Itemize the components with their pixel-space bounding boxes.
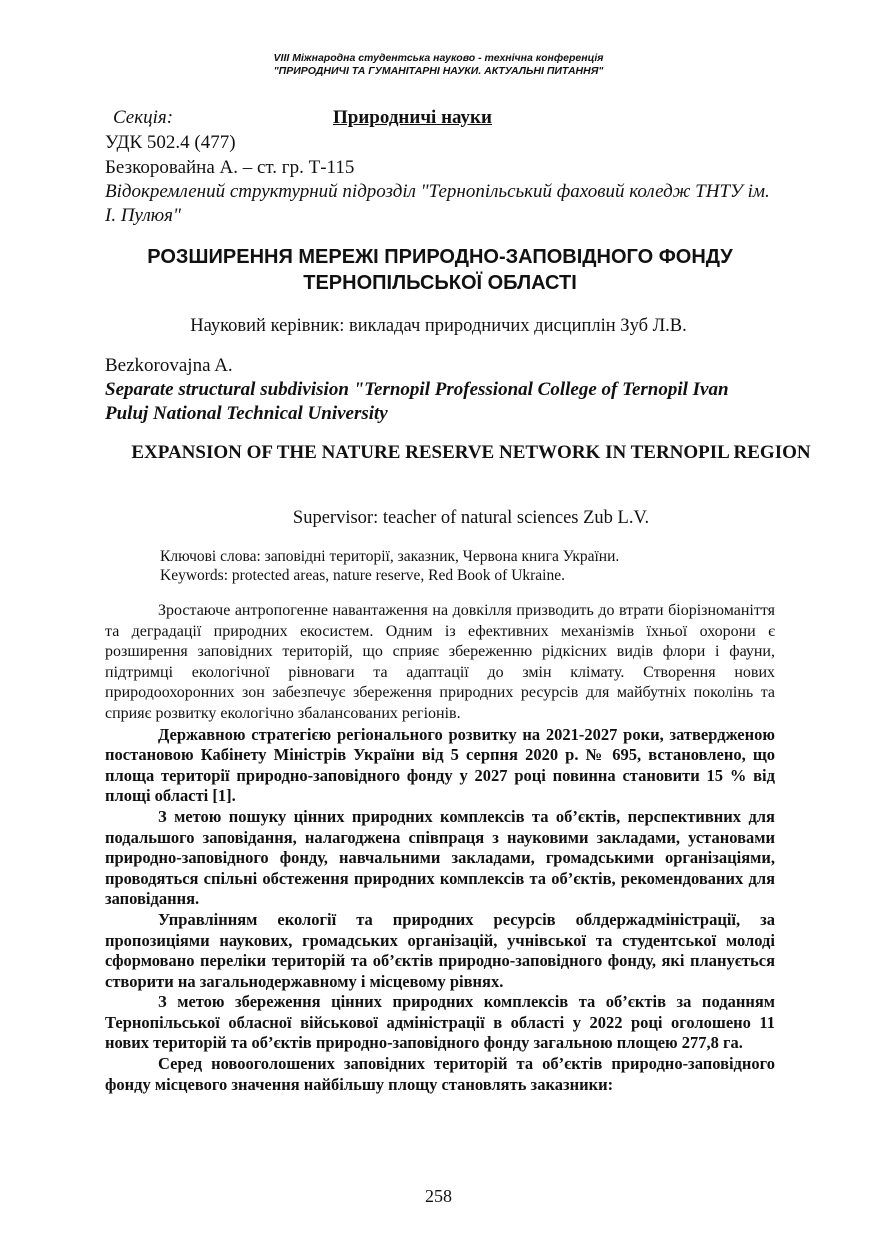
paragraph: З метою пошуку цінних природних комплексів та об’єктів, перспективних для подальшого заповідання, налагоджена співпраця з науковими закладами, установами природно-заповідного фонду, навчальними закладами, громадськими організаціями, проводяться спільні обстеження природних комплексів та об’єктів, рекомендованих для заповідання. — [105, 806, 775, 909]
keywords-ua: Ключові слова: заповідні території, заказник, Червона книга України. — [160, 548, 620, 565]
supervisor-ua: Науковий керівник: викладач природничих дисциплін Зуб Л.В. — [190, 316, 687, 336]
udc-code: УДК 502.4 (477) — [105, 132, 236, 153]
section-label: Секція: — [113, 107, 174, 128]
affiliation-ua: Відокремлений структурний підрозділ "Тернопільський фаховий коледж ТНТУ ім. І. Пулюя" — [105, 181, 770, 226]
article-body — [105, 601, 775, 1095]
paper-title-ua: РОЗШИРЕННЯ МЕРЕЖІ ПРИРОДНО-ЗАПОВІДНОГО ФОНДУ ТЕРНОПІЛЬСЬКОЇ ОБЛАСТІ — [147, 246, 733, 294]
conference-subtitle: "ПРИРОДНИЧІ ТА ГУМАНІТАРНІ НАУКИ. АКТУАЛЬНІ ПИТАННЯ" — [273, 65, 604, 77]
supervisor-en: Supervisor: teacher of natural sciences Zub L.V. — [292, 508, 650, 528]
paragraph: Управлінням екології та природних ресурсів облдержадміністрації, за пропозиціями наукових, громадських організацій, учнівської та студентської молоді сформовано переліки територій та об’єктів природно-заповідного фонду, які планується створити на загальнодержавному і місцевому рівнях. — [105, 909, 775, 991]
keywords-en: Keywords: protected areas, nature reserve, Red Book of Ukraine. — [160, 567, 565, 584]
page-number: 258 — [425, 1186, 452, 1206]
paragraph: З метою збереження цінних природних комплексів та об’єктів за поданням Тернопільської обласної військової адміністрації в області у 2022 році оголошено 11 нових територій та об’єктів природно-заповідного фонду загальною площею 277,8 га. — [105, 992, 775, 1053]
conference-title: VIII Міжнародна студентська науково - технічна конференція — [273, 52, 604, 64]
affiliation-en: Separate structural subdivision "Ternopil Professional College of Ternopil Ivan Puluj National Technical University — [105, 379, 729, 424]
section-value: Природничі науки — [333, 107, 492, 128]
author-ua: Безкоровайна А. – ст. гр. Т-115 — [105, 157, 355, 178]
paper-title-en: EXPANSION OF THE NATURE RESERVE NETWORK IN TERNOPIL REGION — [131, 442, 811, 463]
paragraph: Зростаюче антропогенне навантаження на довкілля призводить до втрати біорізноманіття та деградації природних екосистем. Одним із ефективних механізмів їхньої охорони є розширення заповідних територій, що сприяє збереженню рідкісних видів флори і фауни, підтримці екологічної рівноваги та адаптації до змін клімату. Створення нових природоохоронних зон забезпечує збереження природних ресурсів для майбутніх поколінь та сприяє розвитку екологічно збалансованих регіонів. — [105, 602, 775, 722]
paragraph: Серед новооголошених заповідних територій та об’єктів природно-заповідного фонду місцевого значення найбільшу площу становлять заказники: — [105, 1054, 775, 1094]
author-en: Bezkorovajna A. — [105, 355, 233, 376]
conference-header — [0, 52, 877, 78]
paragraph: Державною стратегією регіонального розвитку на 2021-2027 роки, затвердженою постановою Кабінету Міністрів України від 5 серпня 2020 р. № 695, встановлено, що площа території природно-заповідного фонду у 2027 році повинна становити 15 % від площі області [1]. — [105, 724, 775, 806]
